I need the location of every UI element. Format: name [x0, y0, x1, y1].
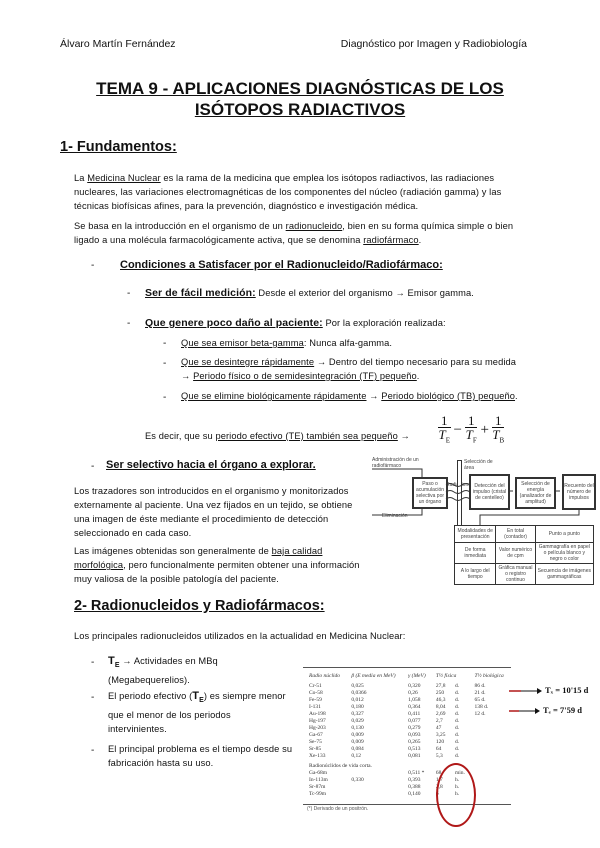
table-row: [305, 690, 511, 697]
conditions-heading: Condiciones a Satisfacer por el Radionucleido/Radiofármaco:: [120, 259, 443, 271]
annotation-te: Tₑ = 7'59 d: [543, 705, 582, 715]
table-cell: 0,081: [408, 753, 421, 759]
table-cell: 2,7: [435, 718, 443, 724]
paragraph-medicina-nuclear: La Medicina Nuclear es la rama de la medicina que emplea los isótopos radiactivos, las radiaciones nucleares, las variaciones electromagnéticas de los componentes del núcleo (radiación gamma) y las técnicas biofísicas afines, para la prevención, diagnóstico e investigación médica.: [74, 173, 502, 211]
table-cell: 0,388: [408, 784, 421, 790]
condition-selectivo: Ser selectivo hacia el órgano a explorar.: [106, 459, 316, 471]
table-footnote: (*) Derivado de un positrón.: [307, 806, 369, 812]
table-cell: 0,12: [351, 753, 361, 759]
paragraph-trazadores: Los trazadores son introducidos en el organismo y monitorizados externamente al paciente. Una vez fijados en un tejido, se obtiene una imagen de éste mediante el procedimiento de detección seleccionado en cada caso.: [74, 486, 353, 538]
table-cell: h.: [454, 791, 460, 797]
table-cell: Hg-197: [309, 718, 326, 724]
table-cell: 8,04: [435, 704, 446, 710]
table-cell: Sr-85: [309, 746, 322, 752]
section-heading-1: 1- Fundamentos:: [60, 139, 177, 155]
label-eliminacion: Eliminación: [382, 513, 408, 519]
detection-diagram: [372, 457, 600, 587]
table-cell: Cr-51: [309, 683, 322, 689]
table-cell: [470, 753, 511, 760]
label-seleccion-area: Selección de área: [464, 459, 493, 471]
table-cell: 0,009: [351, 739, 364, 745]
label-administracion: Administración de un radiofármaco: [372, 457, 419, 469]
paragraph-radionucleido: Se basa en la introducción en el organismo de un radionucleido, bien en su forma química simple o bien ligado a una molécula farmacológicamente activa, que se denomina radiofármaco.: [74, 221, 514, 245]
table-row: [305, 770, 511, 777]
box-deteccion: Detección del impulso (cristal de centelleo): [469, 474, 510, 510]
table-cell: 0,327: [351, 711, 364, 717]
table-row: [305, 711, 511, 718]
table-cell: In-113m: [309, 777, 328, 783]
table-cell: min.: [454, 770, 465, 776]
table-cell: 0,130: [351, 725, 364, 731]
table-cell: [470, 746, 511, 753]
table-cell: Tc-99m: [309, 791, 327, 797]
table-cell: 3,25: [435, 732, 446, 738]
table-cell: 0,411: [408, 711, 421, 717]
table-row: [305, 753, 511, 760]
effective-period-formula: $\frac{1}{T_E}$ − $\frac{1}{T_F}$ + $\frac{1}{T_B}$: [438, 413, 505, 445]
table-cell: d.: [454, 753, 460, 759]
table-cell: Fe-59: [309, 697, 322, 703]
radionuclide-table: Radio núclido β (E media en MeV) γ (MeV) T½ física T½ biológica Cr-51 0,025 0,320 27,8 d. 86 d. Co-58 0,0366 0,26 250 d. 21 d. Fe-59 0,012 1,058 46,3 d. 65 d. I-131 0,180 0,364 8,04 d. 138 d. Au-198 0,327 0,411 2,69 d. 12 d. Hg-197 0,029 0,077 2,7 d. Hg-203 0,130 0,279 47 d. Ga-67 0,009 0,093 3,25 d. Se-75 0,009 0,265 120 d. Sr-85 0,084 0,513 64 d. Xe-133 0,12 0,081 5,3 d. Radionúclidos de vida corta. Ga-68m 0,511 * 68 min. In-113m 0,330 0,393 1,7 h. Sr-87m 0,388 2,8 h. Tc-99m 0,140 6 h.: [305, 669, 511, 798]
table-cell: 138 d.: [474, 704, 489, 710]
table-row: [305, 739, 511, 746]
table-cell: 120: [435, 739, 445, 745]
table-cell: 6: [435, 791, 439, 797]
header-subject: Diagnóstico por Imagen y Radiobiología: [340, 38, 527, 50]
annotation-tb: Tₓ = 10'15 d: [545, 685, 589, 695]
table-row: [305, 777, 511, 784]
table-cell: Ga-68m: [309, 770, 328, 776]
page-title: TEMA 9 - APLICACIONES DIAGNÓSTICAS DE LOS ISÓTOPOS RADIACTIVOS: [96, 79, 504, 119]
table-cell: d.: [454, 739, 460, 745]
table-cell: 0,009: [351, 732, 364, 738]
table-cell: h.: [454, 784, 460, 790]
table-row: [305, 704, 511, 711]
table-cell: 0,364: [408, 704, 421, 710]
table-row: [305, 746, 511, 753]
table-cell: d.: [454, 697, 460, 703]
table-cell: d.: [454, 746, 460, 752]
table-cell: 47: [435, 725, 442, 731]
table-cell: Hg-203: [309, 725, 326, 731]
table-cell: 0,140: [408, 791, 421, 797]
table-cell: 0,511 *: [408, 770, 425, 776]
table-cell: 2,69: [435, 711, 446, 717]
table-cell: 0,279: [408, 725, 421, 731]
annotation-arrows: [505, 688, 545, 718]
table-cell: [470, 718, 511, 725]
table-cell: Co-58: [309, 690, 323, 696]
table-cell: 64: [435, 746, 442, 752]
table-cell: 86 d.: [474, 683, 486, 689]
table-cell: 0,26: [408, 690, 418, 696]
table-cell: 1,058: [408, 697, 421, 703]
table-cell: 2,8: [435, 784, 443, 790]
bullet-actividades: $T_E$ → Actividades en MBq (Megabequerelios).: [108, 655, 218, 685]
document-page: Álvaro Martín Fernández Diagnóstico por Imagen y Radiobiología TEMA 9 - APLICACIONES DIAGNÓSTICAS DE LOS ISÓTOPOS RADIACTIVOS 1- Fundamentos: La Medicina Nuclear es la rama de la medicina que emplea los isótopos radiactivos, las radiaciones nucleares, las variaciones electromagnéticas de los componentes del núcleo (radiación gamma) y las técnicas biofísicas afines, para la prevención, diagnóstico e investigación médica. Se basa en la introducción en el organismo de un radionucleido, bien en su forma química simple o bien ligado a una molécula farmacológicamente activa, que se denomina radiofármaco. - Condiciones a Satisfacer por el Radionucleido/Radiofármaco: - Ser de fácil medición: Desde el exterior del organismo → Emisor gamma. - Que genere poco daño al paciente: Por la exploración realizada: - Que sea emisor beta-gamma: Nunca alfa-gamma. - Que se desintegre rápidamente → Dentro del tiempo necesario para su medida → Periodo físico o de semidesintegración (TF) pequeño. - Que se elimine biológicamente rápidamente → Periodo biológico (TB) pequeño. Es decir, que su periodo efectivo (TE) también sea pequeño → $\frac{1}{T_E}$ − $\frac{1}{T_F}$ + $\frac{1}{T_B}$ - Ser selectivo hacia el órgano a explorar. Los trazadores son introducidos en el organismo y monitorizados externamente al paciente. Una vez fijados en un tejido, se obtiene una imagen de éste mediante el procedimiento de detección seleccionado en cada caso. Las imágenes obtenidas son generalmente de baja calidad morfológica, pero funcionalmente permiten obtener una información muy valiosa de la posible patología del paciente. Administración de un radiofármaco Eliminación Selección de área Paso o acumulación selectiva por un órgano Detección del impulso (cristal de centelleo) Selección de energía (analizador de amplitud) Recuento del número de impulsos Modalidades de presentación En total (contador) Punto a punto De forma inmediata Valor numérico de cpm Gammagrafía en papel o película blanco y negro o color A lo largo del tiempo Gráfica manual o registro continuo Secuencia de imágenes gammagráficas 2- Radionucleidos y Radiofármacos: Los principales radionucleidos utilizados en la actualidad en Medicina Nuclear: - $T_E$ → Actividades en MBq (Megabequerelios). - El periodo efectivo $(T_E)$ es siempre menor que el menor de los periodos intervinientes. - El principal problema es el tiempo desde su fabricación hasta su uso. Radio núclido β (E media en MeV) γ (MeV) T½ física T½ biológica Cr-51 0,025 0,320 27,8 d. 86 d. Co-58 0,0366 0,26 250 d. 21 d. Fe-59 0,012 1,058 46,3 d. 65 d. I-131 0,180 0,364 8,04 d. 138 d. Au-198 0,327 0,411 2,69 d. 12 d. Hg-197 0,029 0,077 2,7 d. Hg-203 0,130 0,279 47 d. Ga-67 0,009 0,093 3,25 d. Se-75 0,009 0,265 120 d. Sr-85 0,084 0,513 64 d. Xe-133 0,12 0,081 5,3 d. Radionúclidos de vida corta. Ga-68m 0,511 * 68 min. In-113m 0,330 0,393 1,7 h. Sr-87m 0,388 2,8 h. Tc-99m 0,140 6 h. (*) Derivado de un positrón. Tₓ = 10'15 d Tₑ = 7'59 d: [0, 0, 600, 848]
table-cell: 0,320: [408, 683, 421, 689]
bullet-periodo-efectivo: El periodo efectivo $(T_E)$ es siempre menor que el menor de los periodos intervinientes.: [108, 690, 286, 734]
box-seleccion-energia: Selección de energía (analizador de amplitud): [515, 477, 556, 509]
table-row: [305, 697, 511, 704]
table-cell: Ga-67: [309, 732, 323, 738]
table-row: [305, 784, 511, 791]
condition-poco-dano: Que genere poco daño al paciente: Por la exploración realizada:: [145, 317, 446, 329]
table-cell: d.: [454, 725, 460, 731]
table-cell: d.: [454, 690, 460, 696]
table-cell: 68: [435, 770, 442, 776]
table-cell: d.: [454, 711, 460, 717]
table-cell: 0,513: [408, 746, 421, 752]
table-cell: [470, 739, 511, 746]
table-cell: d.: [454, 718, 460, 724]
table-cell: 0,084: [351, 746, 364, 752]
table-cell: Se-75: [309, 739, 322, 745]
table-cell: d.: [454, 732, 460, 738]
table-cell: 1,7: [435, 777, 443, 783]
paragraph-imagenes: Las imágenes obtenidas son generalmente de baja calidad morfológica, pero funcionalmente permiten obtener una información muy valiosa de la posible patología del paciente.: [74, 546, 360, 584]
table-cell: 0,180: [351, 704, 364, 710]
table-cell: [347, 791, 404, 798]
table-cell: 0,029: [351, 718, 364, 724]
table-cell: 0,393: [408, 777, 421, 783]
table-cell: 0,0366: [351, 690, 367, 696]
table-cell: I-131: [309, 704, 321, 710]
bullet-problema: El principal problema es el tiempo desde su fabricación hasta su uso.: [108, 744, 293, 768]
table-cell: 27,8: [435, 683, 446, 689]
condition-medicion: Ser de fácil medición: Desde el exterior del organismo → Emisor gamma.: [145, 287, 474, 299]
table-cell: 0,077: [408, 718, 421, 724]
table-cell: 0,025: [351, 683, 364, 689]
table-cell: h.: [454, 777, 460, 783]
header-author: Álvaro Martín Fernández: [60, 38, 176, 50]
box-acumulacion: Paso o acumulación selectiva por un órgano: [412, 477, 448, 509]
table-cell: [347, 784, 404, 791]
table-cell: 21 d.: [474, 690, 486, 696]
table-cell: d.: [454, 683, 460, 689]
table-row: [305, 732, 511, 739]
presentation-table: Modalidades de presentación En total (contador) Punto a punto De forma inmediata Valor numérico de cpm Gammagrafía en papel o película blanco y negro o color A lo largo del tiempo Gráfica manual o registro continuo Secuencia de imágenes gammagráficas: [454, 525, 594, 585]
table-cell: [347, 770, 404, 777]
table-cell: Au-198: [309, 711, 326, 717]
table-cell: Sr-87m: [309, 784, 326, 790]
section-heading-2: 2- Radionucleidos y Radiofármacos:: [74, 598, 325, 614]
table-cell: 46,3: [435, 697, 446, 703]
table-row: [305, 725, 511, 732]
table-cell: [470, 732, 511, 739]
table-row: [305, 718, 511, 725]
section2-intro: Los principales radionucleidos utilizados en la actualidad en Medicina Nuclear:: [74, 631, 406, 641]
bullet-dash: -: [91, 260, 95, 271]
table-cell: 65 d.: [474, 697, 486, 703]
table-cell: 0,265: [408, 739, 421, 745]
box-recuento: Recuento del número de impulsos: [562, 474, 596, 510]
table-cell: 5,3: [435, 753, 443, 759]
highlight-circle: [436, 763, 476, 827]
table-cell: 0,012: [351, 697, 364, 703]
table-row: [305, 683, 511, 690]
table-row: [305, 791, 511, 798]
subcondition-beta-gamma: Que sea emisor beta-gamma: Nunca alfa-gamma.: [181, 338, 393, 348]
table-cell: 0,093: [408, 732, 421, 738]
radionuclide-table-image: [303, 665, 511, 815]
subcondition-elimine: Que se elimine biológicamente rápidamente → Periodo biológico (TB) pequeño.: [181, 391, 518, 401]
table-cell: [470, 725, 511, 732]
subcondition-desintegre: Que se desintegre rápidamente → Dentro del tiempo necesario para su medida → Periodo físico o de semidesintegración (TF) pequeño.: [181, 357, 517, 381]
table-cell: 12 d.: [474, 711, 486, 717]
table-cell: 250: [435, 690, 445, 696]
effective-period-text: Es decir, que su periodo efectivo (TE) también sea pequeño →: [145, 431, 410, 441]
table-cell: Xe-133: [309, 753, 326, 759]
table-cell: 0,330: [351, 777, 364, 783]
table-cell: d.: [454, 704, 460, 710]
